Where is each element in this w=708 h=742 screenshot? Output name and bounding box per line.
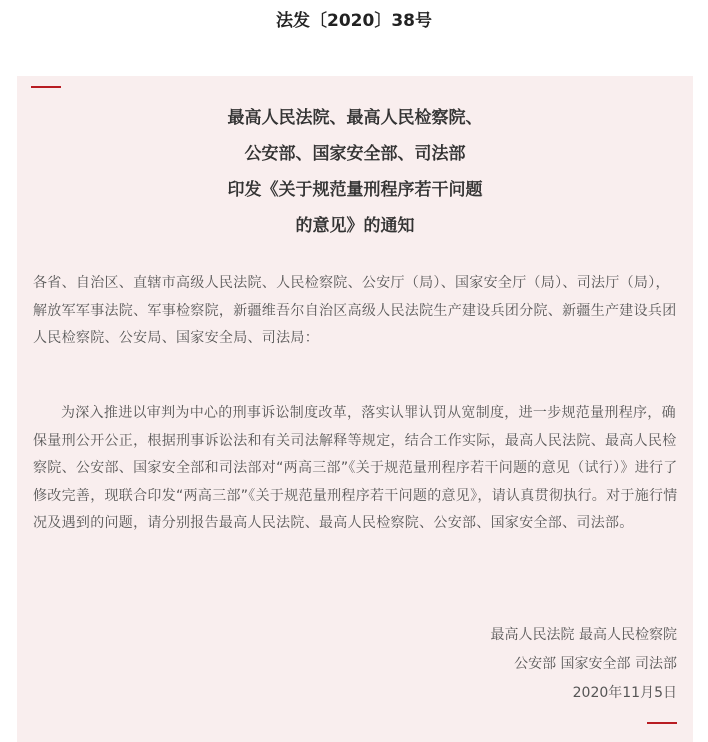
title-line-2: 公安部、国家安全部、司法部 (244, 144, 466, 164)
notice-title (17, 100, 693, 244)
signature-issuers-1: 最高人民法院 最高人民检察院 (490, 627, 677, 643)
signature-issuers-2: 公安部 国家安全部 司法部 (514, 656, 677, 672)
accent-bar-bottom (647, 722, 677, 724)
title-line-4: 的意见》的通知 (295, 216, 415, 236)
addressees-paragraph: 各省、自治区、直辖市高级人民法院、人民检察院、公安厅（局）、国家安全厅（局）、司法厅（局），解放军军事法院、军事检察院，新疆维吾尔自治区高级人民法院生产建设兵团分院、新疆生产建设兵团人民检察院、公安局、国家安全局、司法局： (33, 275, 677, 346)
body-paragraph: 为深入推进以审判为中心的刑事诉讼制度改革，落实认罪认罚从宽制度，进一步规范量刑程序，确保量刑公开公正，根据刑事诉讼法和有关司法解释等规定，结合工作实际，最高人民法院、最高人民检察院、公安部、国家安全部和司法部对“两高三部”《关于规范量刑程序若干问题的意见（试行）》进行了修改完善，现联合印发“两高三部”《关于规范量刑程序若干问题的意见》，请认真贯彻执行。对于施行情况及遇到的问题，请分别报告最高人民法院、最高人民检察院、公安部、国家安全部、司法部。 (33, 405, 678, 531)
title-line-1: 最高人民法院、最高人民检察院、 (227, 108, 483, 128)
accent-bar-top (31, 86, 61, 88)
notice-panel (17, 76, 693, 742)
document-number: 法发〔2020〕38号 (276, 11, 432, 31)
title-line-3: 印发《关于规范量刑程序若干问题 (227, 180, 483, 200)
signature-date: 2020年11月5日 (572, 685, 677, 701)
signature-block (491, 621, 677, 708)
